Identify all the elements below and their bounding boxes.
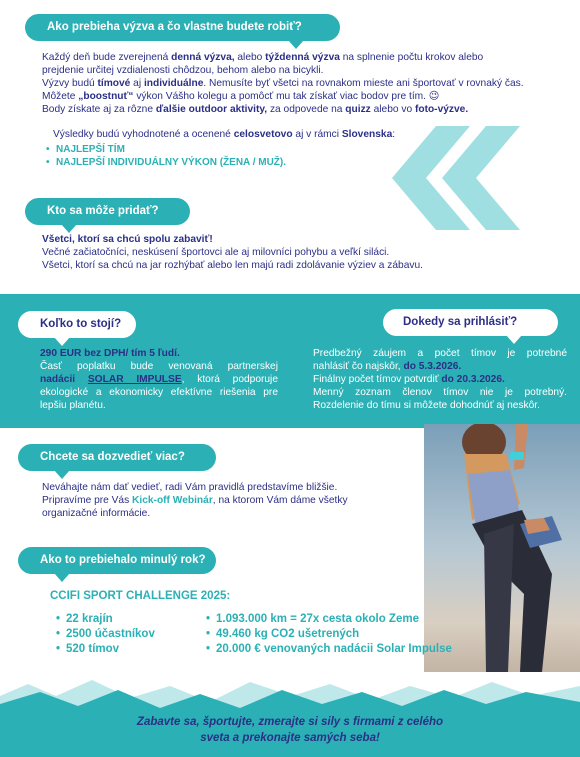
award-item: • NAJLEPŠÍ TÍM — [46, 143, 376, 156]
signup-description — [313, 347, 567, 412]
double-chevron-left-icon — [388, 126, 523, 230]
more-line-2: Pripravíme pre Vás Kick-off Webinár, na ktorom Vám dáme všetky — [42, 495, 348, 506]
signup-line-1: Predbežný záujem a počet tímov je potrebné — [313, 348, 567, 359]
stats-right-list — [206, 612, 506, 657]
challenge-description — [42, 51, 570, 116]
more-info-description — [42, 481, 412, 520]
more-line-1: Neváhajte nám dať vedieť, radi Vám pravidlá predstavíme bližšie. — [42, 482, 338, 493]
heading-text: Chcete sa dozvedieť viac? — [40, 451, 185, 463]
section-heading-challenge — [25, 14, 340, 41]
award-item: • NAJLEPŠÍ INDIVIDUÁLNY VÝKON (ŽENA / MUŽ). — [46, 156, 376, 169]
stat-item: • 49.460 kg CO2 ušetrených — [206, 627, 506, 642]
stat-item: • 520 tímov — [56, 642, 196, 657]
stats-left-list — [56, 612, 196, 657]
section-heading-signup — [383, 309, 558, 336]
awards-list — [46, 143, 376, 169]
section-heading-price — [18, 311, 136, 338]
desc-line-4: Môžete „boostnuť“ výkon Vášho kolegu a pomôcť mu tak získať viac bodov pre tím. 😉 — [42, 91, 440, 102]
signup-line-4: Menný zoznam členov tímov nie je potrebný. — [313, 387, 567, 398]
heading-text: Dokedy sa prihlásiť? — [403, 316, 518, 328]
desc-line-3: Výzvy budú tímové aj individuálne. Nemusíte byť všetci na rovnakom mieste ani športovať v rovnaký čas. — [42, 78, 524, 89]
who-line-3: Všetci, ktorí sa chcú na jar rozhýbať alebo len majú radi zdolávanie výziev a zábavu. — [42, 260, 423, 271]
section-heading-more-info — [18, 444, 216, 471]
section-heading-who — [25, 198, 190, 225]
footer-line-2: sveta a prekonajte samých seba! — [200, 732, 380, 744]
price-line-3: ekologické a ekonomicky efektívne riešenia pre — [40, 387, 278, 398]
results-line: Výsledky budú vyhodnotené a ocenené celosvetovo aj v rámci Slovenska: — [53, 129, 396, 140]
last-year-title: CCIFI SPORT CHALLENGE 2025: — [50, 590, 231, 602]
stat-item: • 22 krajín — [56, 612, 196, 627]
price-line-2: nadácii SOLAR IMPULSE, ktorá podporuje — [40, 374, 278, 385]
signup-line-5: Rozdelenie do tímu si môžete dohodnúť aj neskôr. — [313, 400, 540, 411]
heading-text: Koľko to stojí? — [40, 318, 122, 330]
price-description — [40, 347, 278, 412]
stat-item: • 2500 účastníkov — [56, 627, 196, 642]
more-line-3: organizačné informácie. — [42, 508, 151, 519]
desc-line-1: Každý deň bude zverejnená denná výzva, alebo týždenná výzva na splnenie počtu krokov alebo — [42, 52, 484, 63]
signup-line-3: Finálny počet tímov potvrdiť do 20.3.2026. — [313, 374, 505, 385]
price-amount: 290 EUR bez DPH/ tím 5 ľudí. — [40, 348, 180, 359]
desc-line-5: Body získate aj za rôzne ďalšie outdoor aktivity, za odpovede na quizz alebo vo foto-výzve. — [42, 104, 469, 115]
who-line-1: Všetci, ktorí sa chcú spolu zabaviť! — [42, 234, 213, 245]
stat-item: • 20.000 € venovaných nadácii Solar Impulse — [206, 642, 506, 657]
desc-line-2: prejdenie určitej vzdialenosti chôdzou, behom alebo na bicykli. — [42, 65, 324, 76]
section-heading-last-year — [18, 547, 216, 574]
price-line-4: lepšiu planétu. — [40, 400, 106, 411]
heading-text: Kto sa môže pridať? — [47, 205, 159, 217]
heading-text: Ako prebieha výzva a čo vlastne budete robiť? — [47, 21, 302, 33]
price-line-1: Časť poplatku bude venovaná partnerskej — [40, 361, 278, 372]
signup-line-2: nahlásiť čo najskôr, do 5.3.2026. — [313, 361, 462, 372]
heading-text: Ako to prebiehalo minulý rok? — [40, 554, 206, 566]
stat-item: • 1.093.000 km = 27x cesta okolo Zeme — [206, 612, 506, 627]
who-line-2: Večné začiatočníci, neskúsení športovci ale aj milovníci pohybu a veľkí siláci. — [42, 247, 390, 258]
footer-slogan — [60, 714, 520, 746]
who-description — [42, 233, 562, 272]
footer-line-1: Zabavte sa, športujte, zmerajte si sily s firmami z celého — [136, 716, 444, 728]
